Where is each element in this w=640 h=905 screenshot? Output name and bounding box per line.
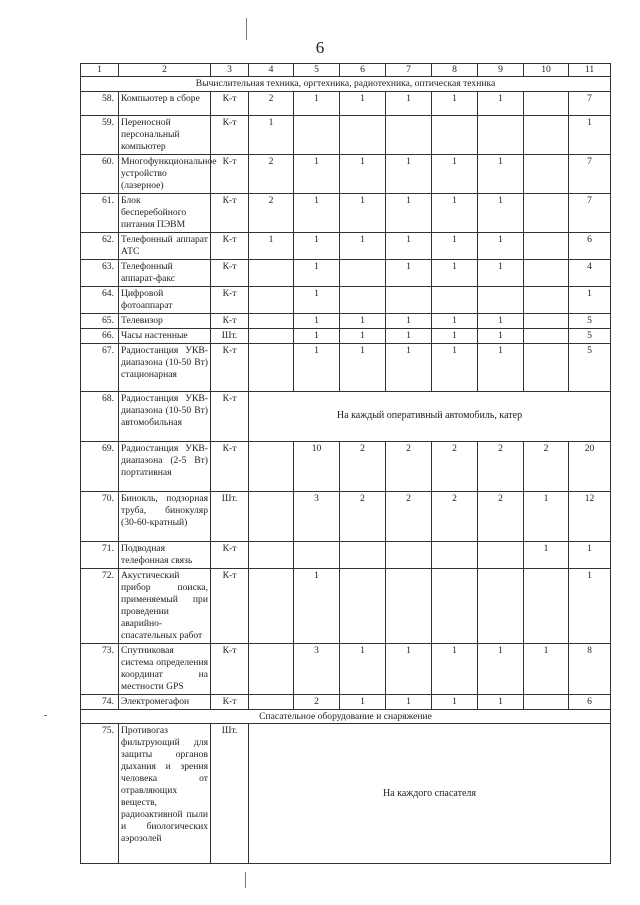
table-row [81,313,611,328]
column-header: 4 [249,64,294,77]
scan-mark-left [44,715,47,716]
quantity-cell: 1 [569,286,611,313]
quantity-cell: 1 [386,694,432,709]
column-header: 6 [340,64,386,77]
quantity-cell: 1 [294,91,340,115]
section-row [81,709,611,724]
quantity-cell: 1 [340,154,386,193]
item-name: Телефонный аппарат АТС [119,232,211,259]
column-header: 1 [81,64,119,77]
quantity-cell: 1 [478,313,524,328]
row-number: 69. [81,441,119,491]
quantity-cell [524,91,569,115]
column-header: 10 [524,64,569,77]
quantity-cell: 1 [432,643,478,694]
table-row [81,724,611,864]
unit-cell: К-т [211,343,249,391]
quantity-cell [249,491,294,541]
quantity-cell: 1 [478,154,524,193]
unit-cell: К-т [211,568,249,643]
quantity-cell: 1 [340,232,386,259]
quantity-cell [340,568,386,643]
item-name: Электромегафон [119,694,211,709]
column-header: 11 [569,64,611,77]
row-number: 75. [81,724,119,864]
table-row [81,343,611,391]
row-number: 61. [81,193,119,232]
table-row [81,259,611,286]
quantity-cell [340,541,386,568]
table-row [81,328,611,343]
quantity-cell [294,541,340,568]
quantity-cell: 1 [340,694,386,709]
quantity-cell: 1 [432,328,478,343]
row-number: 67. [81,343,119,391]
quantity-cell: 1 [524,643,569,694]
item-name: Блок бесперебойного питания ПЭВМ [119,193,211,232]
row-number: 59. [81,115,119,154]
quantity-cell: 1 [386,232,432,259]
quantity-cell: 2 [386,441,432,491]
quantity-cell: 7 [569,154,611,193]
column-header: 7 [386,64,432,77]
quantity-cell: 1 [478,193,524,232]
quantity-cell: 5 [569,343,611,391]
item-name: Цифровой фотоаппарат [119,286,211,313]
quantity-cell [386,115,432,154]
quantity-cell: 2 [386,491,432,541]
row-number: 66. [81,328,119,343]
unit-cell: К-т [211,193,249,232]
quantity-cell [249,441,294,491]
quantity-cell: 4 [569,259,611,286]
quantity-cell [249,643,294,694]
section-row [81,76,611,91]
table-row [81,491,611,541]
quantity-cell: 1 [524,491,569,541]
unit-cell: К-т [211,286,249,313]
quantity-cell [524,115,569,154]
quantity-cell [478,541,524,568]
quantity-cell: 12 [569,491,611,541]
unit-cell: Шт. [211,328,249,343]
table-row [81,115,611,154]
quantity-cell: 1 [340,193,386,232]
quantity-cell: 1 [294,313,340,328]
quantity-cell: 1 [478,259,524,286]
quantity-cell [249,313,294,328]
quantity-cell [524,154,569,193]
quantity-cell: 7 [569,91,611,115]
equipment-table [80,63,611,864]
quantity-cell: 1 [524,541,569,568]
quantity-cell: 1 [432,232,478,259]
quantity-cell: 1 [569,568,611,643]
column-header: 9 [478,64,524,77]
quantity-cell: 2 [478,441,524,491]
quantity-cell: 1 [294,232,340,259]
unit-cell: К-т [211,154,249,193]
item-name: Противогаз фильтрующий для защиты органов дыхания и зрения человека от отравляющих веществ, радиоактивной пыли и биологических аэрозолей [119,724,211,864]
quantity-cell: 1 [432,694,478,709]
quantity-cell [524,193,569,232]
column-header: 5 [294,64,340,77]
quantity-cell: 2 [249,193,294,232]
quantity-cell: 1 [386,259,432,286]
quantity-cell: 1 [432,193,478,232]
item-name: Радиостанция УКВ-диапазона (2-5 Вт) портативная [119,441,211,491]
quantity-cell [524,694,569,709]
quantity-cell [340,115,386,154]
table-row [81,643,611,694]
unit-cell: Шт. [211,724,249,864]
row-number: 63. [81,259,119,286]
table-row [81,193,611,232]
quantity-cell: 1 [386,328,432,343]
scan-mark-top [246,18,247,40]
unit-cell: К-т [211,441,249,491]
quantity-cell [249,541,294,568]
quantity-cell: 1 [386,343,432,391]
quantity-cell: 1 [478,328,524,343]
quantity-cell: 1 [386,313,432,328]
quantity-cell [249,343,294,391]
quantity-cell: 1 [432,91,478,115]
quantity-cell [432,541,478,568]
quantity-cell [432,286,478,313]
quantity-cell: 1 [294,328,340,343]
quantity-cell: 1 [478,232,524,259]
quantity-cell: 5 [569,328,611,343]
quantity-cell: 2 [249,91,294,115]
quantity-cell: 1 [478,694,524,709]
page-number: 6 [315,38,325,57]
quantity-cell [524,568,569,643]
quantity-cell: 2 [249,154,294,193]
quantity-cell [478,568,524,643]
row-number: 73. [81,643,119,694]
quantity-cell [386,286,432,313]
section-title: Вычислительная техника, оргтехника, радиотехника, оптическая техника [81,76,611,91]
quantity-cell [524,328,569,343]
quantity-cell: 1 [294,259,340,286]
quantity-cell: 7 [569,193,611,232]
table-row [81,286,611,313]
row-number: 70. [81,491,119,541]
quantity-cell: 20 [569,441,611,491]
quantity-cell: 2 [340,441,386,491]
unit-cell: К-т [211,232,249,259]
unit-cell: К-т [211,643,249,694]
quantity-cell: 1 [432,154,478,193]
quantity-cell: 1 [432,259,478,286]
quantity-cell: 1 [249,232,294,259]
quantity-cell: 2 [432,491,478,541]
row-number: 58. [81,91,119,115]
quantity-cell: 2 [294,694,340,709]
allocation-note: На каждый оперативный автомобиль, катер [249,391,611,441]
quantity-cell [294,115,340,154]
quantity-cell: 1 [294,343,340,391]
scan-mark-bottom [245,872,246,888]
unit-cell: Шт. [211,491,249,541]
row-number: 71. [81,541,119,568]
quantity-cell [249,694,294,709]
quantity-cell: 1 [569,115,611,154]
quantity-cell: 1 [340,643,386,694]
quantity-cell: 1 [340,313,386,328]
item-name: Радиостанция УКВ-диапазона (10-50 Вт) стационарная [119,343,211,391]
row-number: 72. [81,568,119,643]
quantity-cell [249,568,294,643]
allocation-note: На каждого спасателя [249,724,611,864]
item-name: Телефонный аппарат-факс [119,259,211,286]
item-name: Радиостанция УКВ-диапазона (10-50 Вт) автомобильная [119,391,211,441]
quantity-cell [478,115,524,154]
quantity-cell: 1 [294,154,340,193]
table-row [81,568,611,643]
quantity-cell: 6 [569,232,611,259]
column-header: 8 [432,64,478,77]
item-name: Переносной персональный компьютер [119,115,211,154]
row-number: 74. [81,694,119,709]
quantity-cell [524,259,569,286]
quantity-cell: 1 [340,328,386,343]
unit-cell: К-т [211,115,249,154]
row-number: 68. [81,391,119,441]
item-name: Акустический прибор поиска, применяемый при проведении аварийно-спасательных работ [119,568,211,643]
item-name: Подводная телефонная связь [119,541,211,568]
header-row [81,64,611,77]
quantity-cell: 10 [294,441,340,491]
quantity-cell [386,541,432,568]
quantity-cell [340,259,386,286]
quantity-cell: 1 [340,343,386,391]
unit-cell: К-т [211,313,249,328]
quantity-cell [432,115,478,154]
row-number: 60. [81,154,119,193]
row-number: 65. [81,313,119,328]
quantity-cell [478,286,524,313]
table-row [81,91,611,115]
quantity-cell [249,286,294,313]
quantity-cell: 8 [569,643,611,694]
quantity-cell [249,259,294,286]
quantity-cell: 3 [294,491,340,541]
quantity-cell: 2 [524,441,569,491]
quantity-cell [524,286,569,313]
quantity-cell: 2 [478,491,524,541]
section-title: Спасательное оборудование и снаряжение [81,709,611,724]
quantity-cell: 1 [478,91,524,115]
quantity-cell: 1 [386,154,432,193]
quantity-cell [340,286,386,313]
quantity-cell: 1 [432,313,478,328]
column-header: 3 [211,64,249,77]
unit-cell: К-т [211,694,249,709]
quantity-cell: 1 [340,91,386,115]
unit-cell: К-т [211,91,249,115]
quantity-cell: 1 [386,193,432,232]
row-number: 62. [81,232,119,259]
unit-cell: К-т [211,259,249,286]
quantity-cell: 5 [569,313,611,328]
quantity-cell: 1 [569,541,611,568]
column-header: 2 [119,64,211,77]
quantity-cell: 1 [294,286,340,313]
quantity-cell: 1 [478,343,524,391]
table-row [81,694,611,709]
quantity-cell: 1 [386,643,432,694]
unit-cell: К-т [211,541,249,568]
table-row [81,441,611,491]
quantity-cell [524,343,569,391]
quantity-cell: 3 [294,643,340,694]
quantity-cell: 1 [386,91,432,115]
item-name: Компьютер в сборе [119,91,211,115]
quantity-cell [386,568,432,643]
quantity-cell: 6 [569,694,611,709]
quantity-cell: 1 [294,193,340,232]
quantity-cell: 2 [340,491,386,541]
table-row [81,154,611,193]
table-row [81,541,611,568]
item-name: Спутниковая система определения координат на местности GPS [119,643,211,694]
quantity-cell: 2 [432,441,478,491]
quantity-cell: 1 [249,115,294,154]
item-name: Многофункциональное устройство (лазерное) [119,154,211,193]
item-name: Часы настенные [119,328,211,343]
item-name: Бинокль, подзорная труба, бинокуляр (30-60-кратный) [119,491,211,541]
quantity-cell: 1 [478,643,524,694]
row-number: 64. [81,286,119,313]
quantity-cell: 1 [294,568,340,643]
table-row [81,232,611,259]
quantity-cell [524,313,569,328]
quantity-cell [524,232,569,259]
item-name: Телевизор [119,313,211,328]
quantity-cell [249,328,294,343]
quantity-cell [432,568,478,643]
quantity-cell: 1 [432,343,478,391]
table-row [81,391,611,441]
unit-cell: К-т [211,391,249,441]
